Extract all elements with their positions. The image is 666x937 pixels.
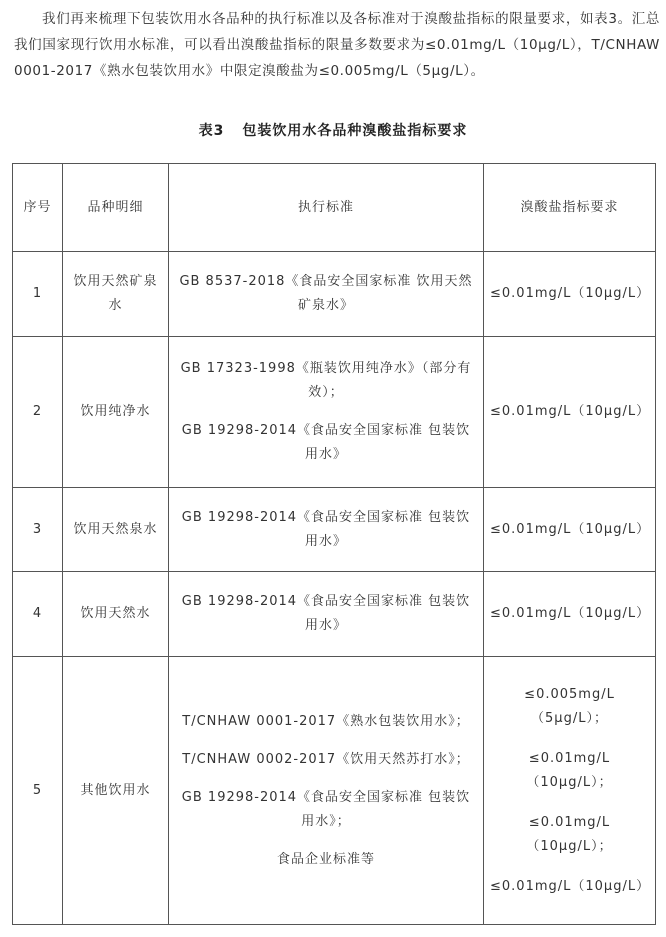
row-category: 其他饮用水 xyxy=(63,657,169,925)
standard-item: GB 19298-2014《食品安全国家标准 包装饮用水》 xyxy=(181,509,471,549)
table-caption xyxy=(0,120,666,140)
standard-item: 食品企业标准等 xyxy=(276,851,375,867)
intro-paragraph xyxy=(14,6,660,84)
row-category: 饮用纯净水 xyxy=(63,337,169,488)
standard-item: GB 8537-2018《食品安全国家标准 饮用天然矿泉水》 xyxy=(179,274,473,313)
table-row xyxy=(13,488,656,572)
row-standard xyxy=(169,657,484,925)
requirement-item: ≤0.01mg/L（10μg/L） xyxy=(490,878,651,894)
table-row xyxy=(13,572,656,657)
table-caption-label: 表3 xyxy=(198,123,225,139)
row-requirement xyxy=(484,657,656,925)
requirement-item: ≤0.005mg/L（5μg/L）； xyxy=(524,686,615,726)
row-requirement xyxy=(484,572,656,657)
row-no: 3 xyxy=(13,488,63,572)
row-category: 饮用天然水 xyxy=(63,572,169,657)
standard-item: GB 19298-2014《食品安全国家标准 包装饮用水》 xyxy=(181,594,471,633)
standard-item: GB 19298-2014《食品安全国家标准 包装饮用水》； xyxy=(181,789,471,829)
table-caption-title: 包装饮用水各品种溴酸盐指标要求 xyxy=(242,123,468,139)
standard-item: GB 19298-2014《食品安全国家标准 包装饮用水》 xyxy=(181,423,471,462)
row-no: 4 xyxy=(13,572,63,657)
standard-item: T/CNHAW 0001-2017《熟水包装饮用水》； xyxy=(182,713,470,729)
header-category: 品种明细 xyxy=(63,164,169,252)
requirement-item: ≤0.01mg/L（10μg/L） xyxy=(490,404,651,419)
row-category: 饮用天然泉水 xyxy=(63,488,169,572)
row-standard xyxy=(169,488,484,572)
bromate-requirements-table xyxy=(12,163,656,925)
table-row xyxy=(13,337,656,488)
row-requirement xyxy=(484,488,656,572)
row-category: 饮用天然矿泉水 xyxy=(63,252,169,337)
row-no: 1 xyxy=(13,252,63,337)
requirement-item: ≤0.01mg/L（10μg/L） xyxy=(490,521,651,537)
row-standard xyxy=(169,337,484,488)
header-requirement: 溴酸盐指标要求 xyxy=(484,164,656,252)
row-standard xyxy=(169,572,484,657)
header-no: 序号 xyxy=(13,164,63,252)
requirement-item: ≤0.01mg/L（10μg/L）； xyxy=(526,814,613,854)
table-row xyxy=(13,252,656,337)
row-no: 5 xyxy=(13,657,63,925)
row-standard xyxy=(169,252,484,337)
standard-item: GB 17323-1998《瓶装饮用纯净水》（部分有效）； xyxy=(180,361,472,400)
requirement-item: ≤0.01mg/L（10μg/L） xyxy=(490,286,651,301)
row-requirement xyxy=(484,337,656,488)
row-requirement xyxy=(484,252,656,337)
table-row xyxy=(13,657,656,925)
intro-text: 我们再来梳理下包装饮用水各品种的执行标准以及各标准对于溴酸盐指标的限量要求，如表3。汇总我们国家现行饮用水标准，可以看出溴酸盐指标的限量多数要求为≤0.01mg/L（10μg/L），T/CNHAW 0001-2017《熟水包装饮用水》中限定溴酸盐为≤0.005mg/L（5μg/L）。 xyxy=(14,11,660,79)
requirement-item: ≤0.01mg/L（10μg/L） xyxy=(490,606,651,621)
requirement-item: ≤0.01mg/L（10μg/L）； xyxy=(526,750,613,790)
standard-item: T/CNHAW 0002-2017《饮用天然苏打水》； xyxy=(182,751,470,767)
row-no: 2 xyxy=(13,337,63,488)
table-header-row xyxy=(13,164,656,252)
header-standard: 执行标准 xyxy=(169,164,484,252)
